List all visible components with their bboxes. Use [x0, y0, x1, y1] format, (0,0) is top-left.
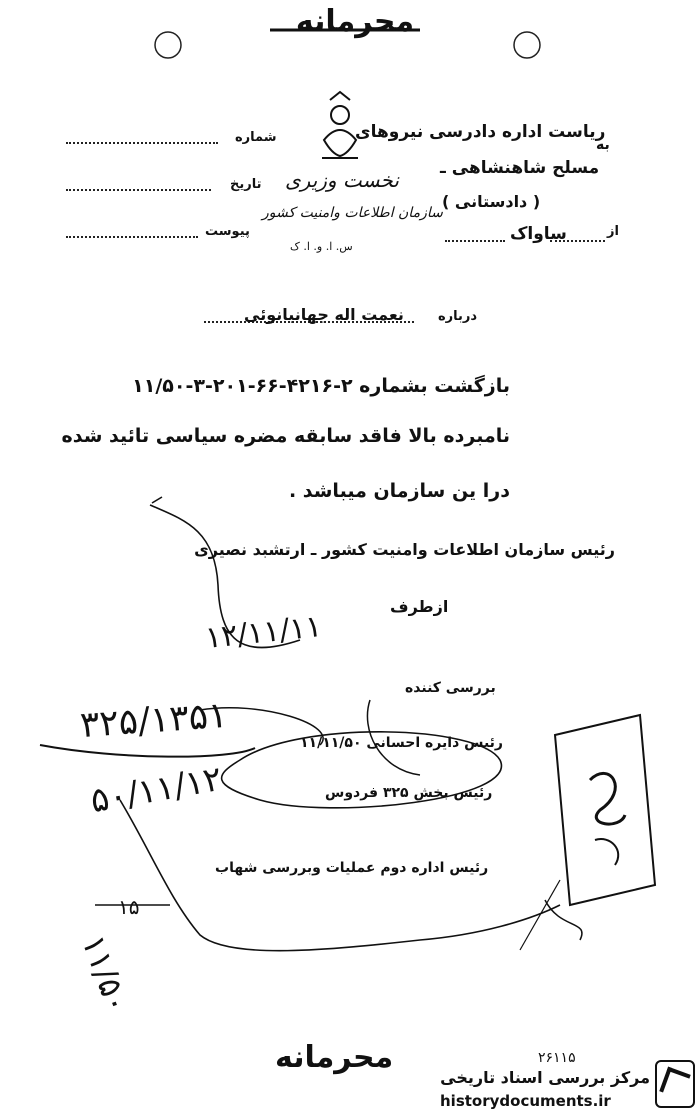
signature-title: رئیس سازمان اطلاعات وامنیت کشور ـ ارتشبد نصیری: [194, 540, 615, 559]
reviewer-label: بررسی کننده: [405, 680, 496, 696]
classification-top: محرمانه: [295, 4, 415, 39]
handwritten-date-3a: ۱۵: [118, 895, 140, 919]
review-line-1: رئیس دایره احسانی ۱۱/۱۱/۵۰: [300, 735, 503, 751]
addressee-line-2: مسلح شاهنشاهی ـ: [440, 158, 600, 178]
body-line-2: نامبرده بالا فاقد سابقه مضره سیاسی تائید شده: [61, 425, 510, 447]
to-prefix: به: [596, 137, 610, 153]
archive-center-name: مرکز بررسی اسناد تاریخی: [440, 1068, 650, 1087]
handwritten-date-3b: ۱۱/۵۰: [74, 930, 138, 1018]
organization-name: سازمان اطلاعات وامنیت کشور: [262, 205, 443, 221]
number-label: شماره: [235, 130, 277, 145]
review-line-2: رئیس بخش ۳۲۵ فردوس: [325, 785, 493, 801]
binder-hole-right: [514, 32, 540, 58]
subject-value: نعمت اله جهانبانوئی: [244, 305, 404, 324]
handwritten-date-2: ۵۰/۱۱/۱۲: [87, 758, 225, 822]
received-stamp: [555, 715, 655, 905]
subject-field: [200, 305, 490, 329]
ministry-name: نخست وزیری: [285, 168, 399, 192]
organization-code: س. ا. و. ا. ک: [290, 240, 353, 253]
subject-label: درباره: [438, 309, 478, 324]
handwritten-date-1: ۱۲/۱۱/۱۱: [203, 608, 324, 657]
on-behalf: ازطرف: [390, 597, 449, 616]
attachment-field: [60, 224, 290, 244]
date-label: تاریخ: [230, 177, 262, 192]
from-field: [445, 224, 619, 246]
archive-number: ۲۶۱۱۵: [538, 1050, 576, 1066]
binder-hole-left: [155, 32, 181, 58]
from-value: ساواک: [510, 224, 567, 244]
body-line-1: بازگشت بشماره ۲-۴۲۱۶-۶۶-۲۰۱-۳-۱۱/۵۰: [132, 375, 510, 397]
addressee-line-3: ( دادستانی ): [442, 192, 541, 211]
number-field: [60, 130, 290, 150]
attachment-label: پیوست: [205, 224, 250, 239]
review-line-3: رئیس اداره دوم عملیات وبررسی شهاب: [215, 860, 489, 876]
body-line-3: درا ین سازمان میباشد .: [288, 480, 510, 502]
handwritten-number: ۳۲۵/۱۳۵۱: [78, 694, 229, 747]
archive-url: historydocuments.ir: [440, 1092, 611, 1110]
date-field: [60, 177, 290, 197]
archive-logo-icon: [655, 1060, 695, 1108]
classification-bottom: محرمانه: [275, 1040, 394, 1075]
addressee-line-1: ریاست اداره دادرسی نیروهای: [355, 122, 606, 142]
emblem-icon: [322, 92, 358, 158]
from-prefix: از: [607, 224, 619, 239]
